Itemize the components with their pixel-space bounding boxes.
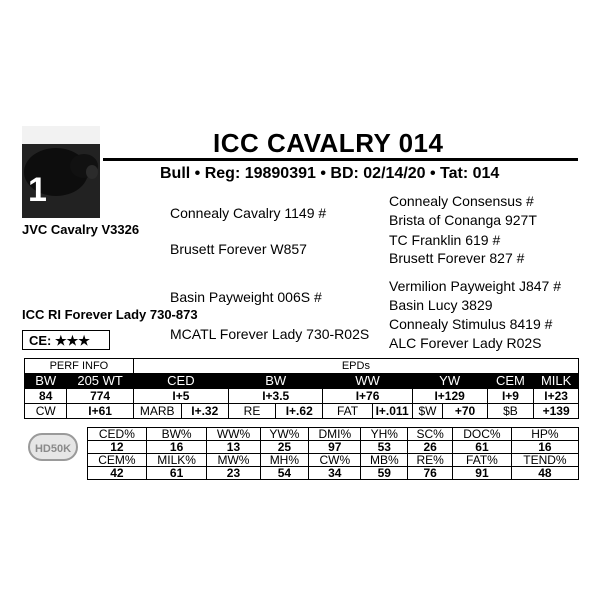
- pedigree-gen3-5: Vermilion Payweight J847 #: [389, 278, 561, 294]
- percentile-label: MILK%: [146, 454, 207, 467]
- percentile-value: 61: [146, 467, 207, 480]
- percentile-label: SC%: [408, 428, 453, 441]
- animal-photo: [22, 126, 100, 218]
- epd-header-bw: BW: [228, 374, 322, 389]
- calving-ease-badge: CE: ★★★: [22, 330, 110, 350]
- epd-value-milk: I+23: [534, 389, 579, 404]
- percentile-label: YW%: [260, 428, 309, 441]
- perf-value-bw: 84: [25, 389, 67, 404]
- index-label-marb: MARB: [133, 404, 181, 419]
- epd-value-ced: I+5: [133, 389, 228, 404]
- percentile-label: DOC%: [453, 428, 512, 441]
- epd-value-cem: I+9: [487, 389, 534, 404]
- percentile-labels-row-2: [88, 454, 579, 467]
- percentile-value: 76: [408, 467, 453, 480]
- percentile-value: 97: [309, 441, 361, 454]
- percentile-value: 48: [511, 467, 578, 480]
- percentile-label: DMI%: [309, 428, 361, 441]
- index-label-cw: CW: [25, 404, 67, 419]
- lot-number: 1: [28, 171, 47, 209]
- percentile-value: 54: [260, 467, 309, 480]
- percentile-value: 61: [453, 441, 512, 454]
- index-label-w: $W: [412, 404, 443, 419]
- epds-header: EPDs: [133, 359, 578, 374]
- index-value-cw: I+61: [67, 404, 133, 419]
- percentile-value: 34: [309, 467, 361, 480]
- percentile-value: 26: [408, 441, 453, 454]
- epd-value-ww: I+76: [323, 389, 412, 404]
- index-value-fat: I+.011: [372, 404, 412, 419]
- paternal-grandsire: Connealy Cavalry 1149 #: [170, 205, 327, 221]
- dam-name: ICC RI Forever Lady 730-873: [22, 307, 198, 322]
- perf-value-205wt: 774: [67, 389, 133, 404]
- epd-header-ced: CED: [133, 374, 228, 389]
- percentile-label: BW%: [146, 428, 207, 441]
- percentile-value: 59: [361, 467, 408, 480]
- percentile-value: 13: [207, 441, 260, 454]
- epd-header-ww: WW: [323, 374, 412, 389]
- maternal-granddam: MCATL Forever Lady 730-R02S: [170, 326, 370, 342]
- pedigree-gen3-1: Connealy Consensus #: [389, 193, 534, 209]
- percentile-label: HP%: [511, 428, 578, 441]
- index-value-b: +139: [534, 404, 579, 419]
- percentile-label: CW%: [309, 454, 361, 467]
- title-divider: [103, 158, 578, 161]
- epd-header-milk: MILK: [534, 374, 579, 389]
- perf-info-header: PERF INFO: [25, 359, 134, 374]
- percentile-value: 91: [453, 467, 512, 480]
- sire-name: JVC Cavalry V3326: [22, 222, 140, 237]
- percentile-table: [87, 427, 579, 480]
- pedigree-gen3-6: Basin Lucy 3829: [389, 297, 493, 313]
- percentile-label: MH%: [260, 454, 309, 467]
- percentile-label: MB%: [361, 454, 408, 467]
- index-label-re: RE: [228, 404, 275, 419]
- index-label-fat: FAT: [323, 404, 372, 419]
- epd-header-yw: YW: [412, 374, 487, 389]
- epd-value-bw: I+3.5: [228, 389, 322, 404]
- percentile-label: TEND%: [511, 454, 578, 467]
- percentile-label: RE%: [408, 454, 453, 467]
- percentile-label: CEM%: [88, 454, 147, 467]
- paternal-granddam: Brusett Forever W857: [170, 241, 307, 257]
- epd-table: [24, 358, 579, 419]
- index-value-w: +70: [443, 404, 487, 419]
- percentile-values-row-2: [88, 467, 579, 480]
- registration-line: Bull • Reg: 19890391 • BD: 02/14/20 • Tat: 014: [160, 165, 500, 182]
- hd50k-logo: HD50K: [28, 433, 78, 461]
- pedigree-gen3-3: TC Franklin 619 #: [389, 232, 501, 248]
- epd-header-cem: CEM: [487, 374, 534, 389]
- epd-value-yw: I+129: [412, 389, 487, 404]
- perf-header-bw: BW: [25, 374, 67, 389]
- percentile-value: 42: [88, 467, 147, 480]
- pedigree-gen3-7: Connealy Stimulus 8419 #: [389, 316, 553, 332]
- pedigree-gen3-2: Brista of Conanga 927T: [389, 212, 537, 228]
- percentile-label: CED%: [88, 428, 147, 441]
- perf-header-205wt: 205 WT: [67, 374, 133, 389]
- maternal-grandsire: Basin Payweight 006S #: [170, 289, 322, 305]
- index-value-marb: I+.32: [181, 404, 228, 419]
- index-value-re: I+.62: [276, 404, 323, 419]
- index-label-b: $B: [487, 404, 534, 419]
- percentile-label: FAT%: [453, 454, 512, 467]
- percentile-labels-row-1: [88, 428, 579, 441]
- percentile-value: 25: [260, 441, 309, 454]
- percentile-values-row-1: [88, 441, 579, 454]
- animal-name: ICC CAVALRY 014: [213, 128, 444, 158]
- percentile-value: 16: [146, 441, 207, 454]
- percentile-value: 53: [361, 441, 408, 454]
- percentile-value: 16: [511, 441, 578, 454]
- percentile-label: MW%: [207, 454, 260, 467]
- percentile-label: YH%: [361, 428, 408, 441]
- percentile-label: WW%: [207, 428, 260, 441]
- percentile-value: 23: [207, 467, 260, 480]
- pedigree-gen3-8: ALC Forever Lady R02S: [389, 335, 542, 351]
- pedigree-gen3-4: Brusett Forever 827 #: [389, 250, 525, 266]
- percentile-value: 12: [88, 441, 147, 454]
